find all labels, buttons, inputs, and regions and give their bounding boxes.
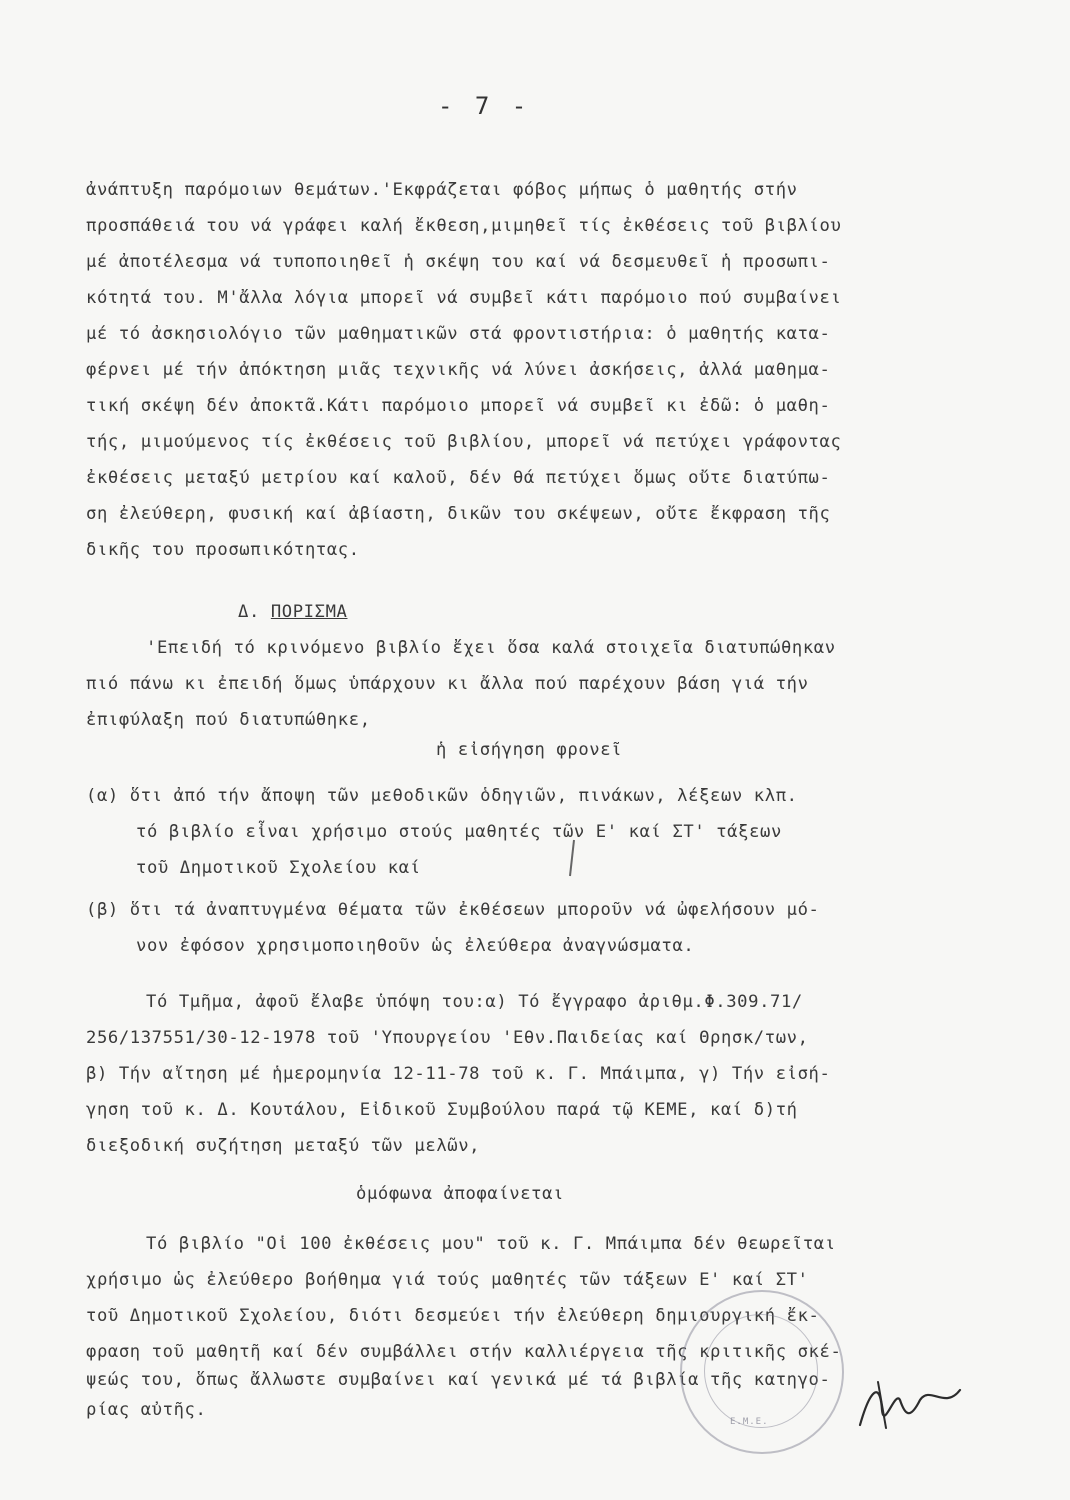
decision-heading: ὁμόφωνα ἀποφαίνεται: [356, 1184, 565, 1204]
section-heading: [238, 604, 347, 621]
list-item-a: (α) ὅτι ἀπό τήν ἄποψη τῶν μεθοδικῶν ὁδηγιῶν, πινάκων, λέξεων κλπ.: [86, 786, 798, 806]
text-line: ση ἐλεύθερη, φυσική καί ἀβίαστη, δικῶν του σκέψεων, οὔτε ἔκφραση τῆς: [86, 504, 831, 524]
text-line: 'Επειδή τό κρινόμενο βιβλίο ἔχει ὅσα καλά στοιχεῖα διατυπώθηκαν: [146, 638, 836, 658]
text-line: ἐπιφύλαξη πού διατυπώθηκε,: [86, 710, 371, 730]
text-line: φραση τοῦ μαθητῆ καί δέν συμβάλλει στήν καλλιέργεια τῆς κριτικῆς σκέ-: [86, 1342, 842, 1362]
list-item-b: (β) ὅτι τά ἀναπτυγμένα θέματα τῶν ἐκθέσεων μποροῦν νά ὠφελήσουν μό-: [86, 900, 820, 920]
text-line: διεξοδική συζήτηση μεταξύ τῶν μελῶν,: [86, 1136, 481, 1156]
text-line: τοῦ Δημοτικοῦ Σχολείου, διότι δεσμεύει τήν ἐλεύθερη δημιουργική ἔκ-: [86, 1306, 820, 1326]
text-line: τοῦ Δημοτικοῦ Σχολείου καί: [136, 858, 421, 878]
page-number: - 7 -: [438, 92, 531, 120]
text-line: χρήσιμο ὡς ἐλεύθερο βοήθημα γιά τούς μαθητές τῶν τάξεων Ε' καί ΣΤ': [86, 1270, 809, 1290]
section-title: ΠΟΡΙΣΜΑ: [270, 602, 348, 622]
stamp-label: Ε.Μ.Ε.: [730, 1417, 769, 1427]
text-line: μέ ἀποτέλεσμα νά τυποποιηθεῖ ἡ σκέψη του καί νά δεσμευθεῖ ἡ προσωπι-: [86, 252, 831, 272]
text-line: τό βιβλίο εἶναι χρήσιμο στούς μαθητές τῶν Ε' καί ΣΤ' τάξεων: [136, 822, 782, 842]
text-line: ἐκθέσεις μεταξύ μετρίου καί καλοῦ, δέν θά πετύχει ὅμως οὔτε διατύπω-: [86, 468, 831, 488]
official-stamp: [680, 1290, 844, 1454]
text-line: κότητά του. Μ'ἄλλα λόγια μπορεῖ νά συμβεῖ κάτι παρόμοιο πού συμβαίνει: [86, 288, 842, 308]
text-line: προσπάθειά του νά γράφει καλή ἔκθεση,μιμηθεῖ τίς ἐκθέσεις τοῦ βιβλίου: [86, 216, 842, 236]
text-line: τική σκέψη δέν ἀποκτᾶ.Κάτι παρόμοιο μπορεῖ νά συμβεῖ κι ἐδῶ: ὁ μαθη-: [86, 396, 831, 416]
pen-mark: [566, 838, 578, 878]
text-line: ψεώς του, ὅπως ἄλλωστε συμβαίνει καί γενικά μέ τά βιβλία τῆς κατηγο-: [86, 1370, 831, 1390]
text-line: νον ἐφόσον χρησιμοποιηθοῦν ὡς ἐλεύθερα ἀναγνώσματα.: [136, 936, 695, 956]
text-line: δικῆς του προσωπικότητας.: [86, 540, 360, 560]
text-line: ρίας αὐτῆς.: [86, 1400, 207, 1420]
text-line: Τό Τμῆμα, ἀφοῦ ἔλαβε ὑπόψη του:α) Τό ἔγγραφο ἀριθμ.Φ.309.71/: [146, 992, 803, 1012]
text-line: γηση τοῦ κ. Δ. Κουτάλου, Εἰδικοῦ Συμβούλου παρά τῷ ΚΕΜΕ, καί δ)τή: [86, 1100, 798, 1120]
section-prefix: Δ.: [238, 602, 271, 622]
text-line: φέρνει μέ τήν ἀπόκτηση μιᾶς τεχνικῆς νά λύνει ἀσκήσεις, ἀλλά μαθημα-: [86, 360, 831, 380]
signature: [850, 1370, 970, 1440]
text-line: τής, μιμούμενος τίς ἐκθέσεις τοῦ βιβλίου, μπορεῖ νά πετύχει γράφοντας: [86, 432, 842, 452]
text-line: μέ τό ἀσκησιολόγιο τῶν μαθηματικῶν στά φροντιστήρια: ὁ μαθητής κατα-: [86, 324, 831, 344]
text-line: ἀνάπτυξη παρόμοιων θεμάτων.'Εκφράζεται φόβος μήπως ὁ μαθητής στήν: [86, 180, 798, 200]
text-line: πιό πάνω κι ἐπειδή ὅμως ὑπάρχουν κι ἄλλα πού παρέχουν βάση γιά τήν: [86, 674, 809, 694]
stamp-inner-ring: [704, 1314, 818, 1428]
text-line: 256/137551/30-12-1978 τοῦ 'Υπουργείου 'Εθν.Παιδείας καί Θρησκ/των,: [86, 1028, 809, 1048]
text-line: ἡ εἰσήγηση φρονεῖ: [436, 740, 623, 760]
text-line: Τό βιβλίο "Οἱ 100 ἐκθέσεις μου" τοῦ κ. Γ. Μπάιμπα δέν θεωρεῖται: [146, 1234, 836, 1254]
text-line: β) Τήν αἴτηση μέ ἡμερομηνία 12-11-78 τοῦ κ. Γ. Μπάιμπα, γ) Τήν εἰσή-: [86, 1064, 831, 1084]
